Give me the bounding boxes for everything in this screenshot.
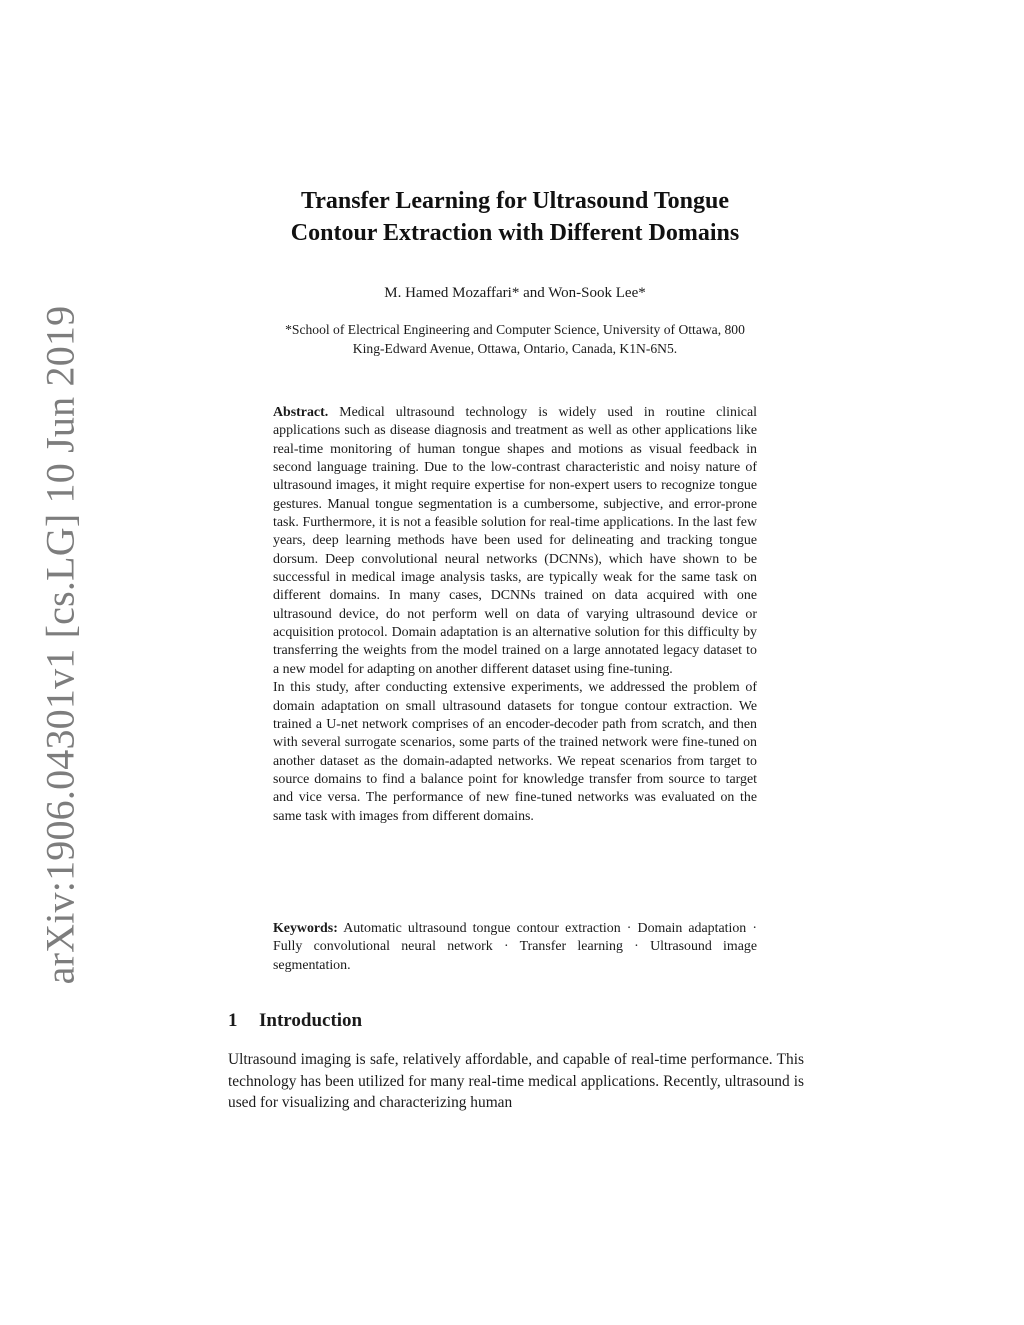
introduction-body bbox=[228, 1049, 804, 1114]
affiliation-line-2: King-Edward Avenue, Ottawa, Ontario, Canada, K1N-6N5. bbox=[352, 341, 678, 356]
paper-title-line-2: Contour Extraction with Different Domains bbox=[290, 220, 740, 246]
arxiv-identifier-stamp: arXiv:1906.04301v1 [cs.LG] 10 Jun 2019 bbox=[37, 305, 83, 985]
keywords-text: Automatic ultrasound tongue contour extraction · Domain adaptation · Fully convolutional neural network · Transfer learning · Ultrasound image segmentation. bbox=[273, 921, 757, 973]
paper-title bbox=[215, 185, 815, 249]
section-number: 1 bbox=[228, 1010, 238, 1031]
abstract bbox=[273, 404, 757, 826]
section-title: Introduction bbox=[259, 1010, 363, 1031]
abstract-text-1: Medical ultrasound technology is widely used in routine clinical applications such as disease diagnosis and treatment as well as other applications like real-time monitoring of human tongue shapes and motions as visual feedback in second language training. Due to the low-contrast characteristic and noisy nature of ultrasound images, it might require expertise for non-expert users to recognize tongue gestures. Manual tongue segmentation is a cumbersome, subjective, and error-prone task. Furthermore, it is not a feasible solution for real-time applications. In the last few years, deep learning methods have been used for delineating and tracking tongue dorsum. Deep convolutional neural networks (DCNNs), which have shown to be successful in medical image analysis tasks, are typically weak for the same task on different domains. In many cases, DCNNs trained on data acquired with one ultrasound device, do not perform well on data of varying ultrasound device or acquisition protocol. Domain adaptation is an alternative solution for this difficulty by transferring the weights from the model trained on a large annotated legacy dataset to a new model for adapting on another different dataset using fine-tuning. bbox=[273, 405, 757, 677]
section-heading-introduction bbox=[228, 1010, 362, 1032]
introduction-paragraph: Ultrasound imaging is safe, relatively affordable, and capable of real-time performance. This technology has been utilized for many real-time medical applications. Recently, ultrasound is used for visualizing and characterizing human bbox=[228, 1051, 804, 1111]
affiliation-line-1: *School of Electrical Engineering and Computer Science, University of Ottawa, 800 bbox=[285, 322, 745, 337]
abstract-paragraph-1 bbox=[273, 404, 757, 679]
abstract-paragraph-2: In this study, after conducting extensive experiments, we addressed the problem of domain adaptation on small ultrasound datasets for tongue contour extraction. We trained a U-net network comprises of an encoder-decoder path from scratch, and then with several surrogate scenarios, some parts of the trained network were fine-tuned on another dataset as the domain-adapted networks. We repeat scenarios from target to source domains to find a balance point for knowledge transfer from source to target and vice versa. The performance of new fine-tuned networks was evaluated on the same task with images from different domains. bbox=[273, 680, 757, 824]
author-list: M. Hamed Mozaffari* and Won-Sook Lee* bbox=[384, 285, 646, 301]
abstract-label: Abstract. bbox=[273, 405, 329, 420]
keywords bbox=[273, 920, 757, 975]
keywords-label: Keywords: bbox=[273, 921, 338, 936]
affiliation bbox=[215, 320, 815, 358]
paper-title-line-1: Transfer Learning for Ultrasound Tongue bbox=[300, 188, 730, 214]
